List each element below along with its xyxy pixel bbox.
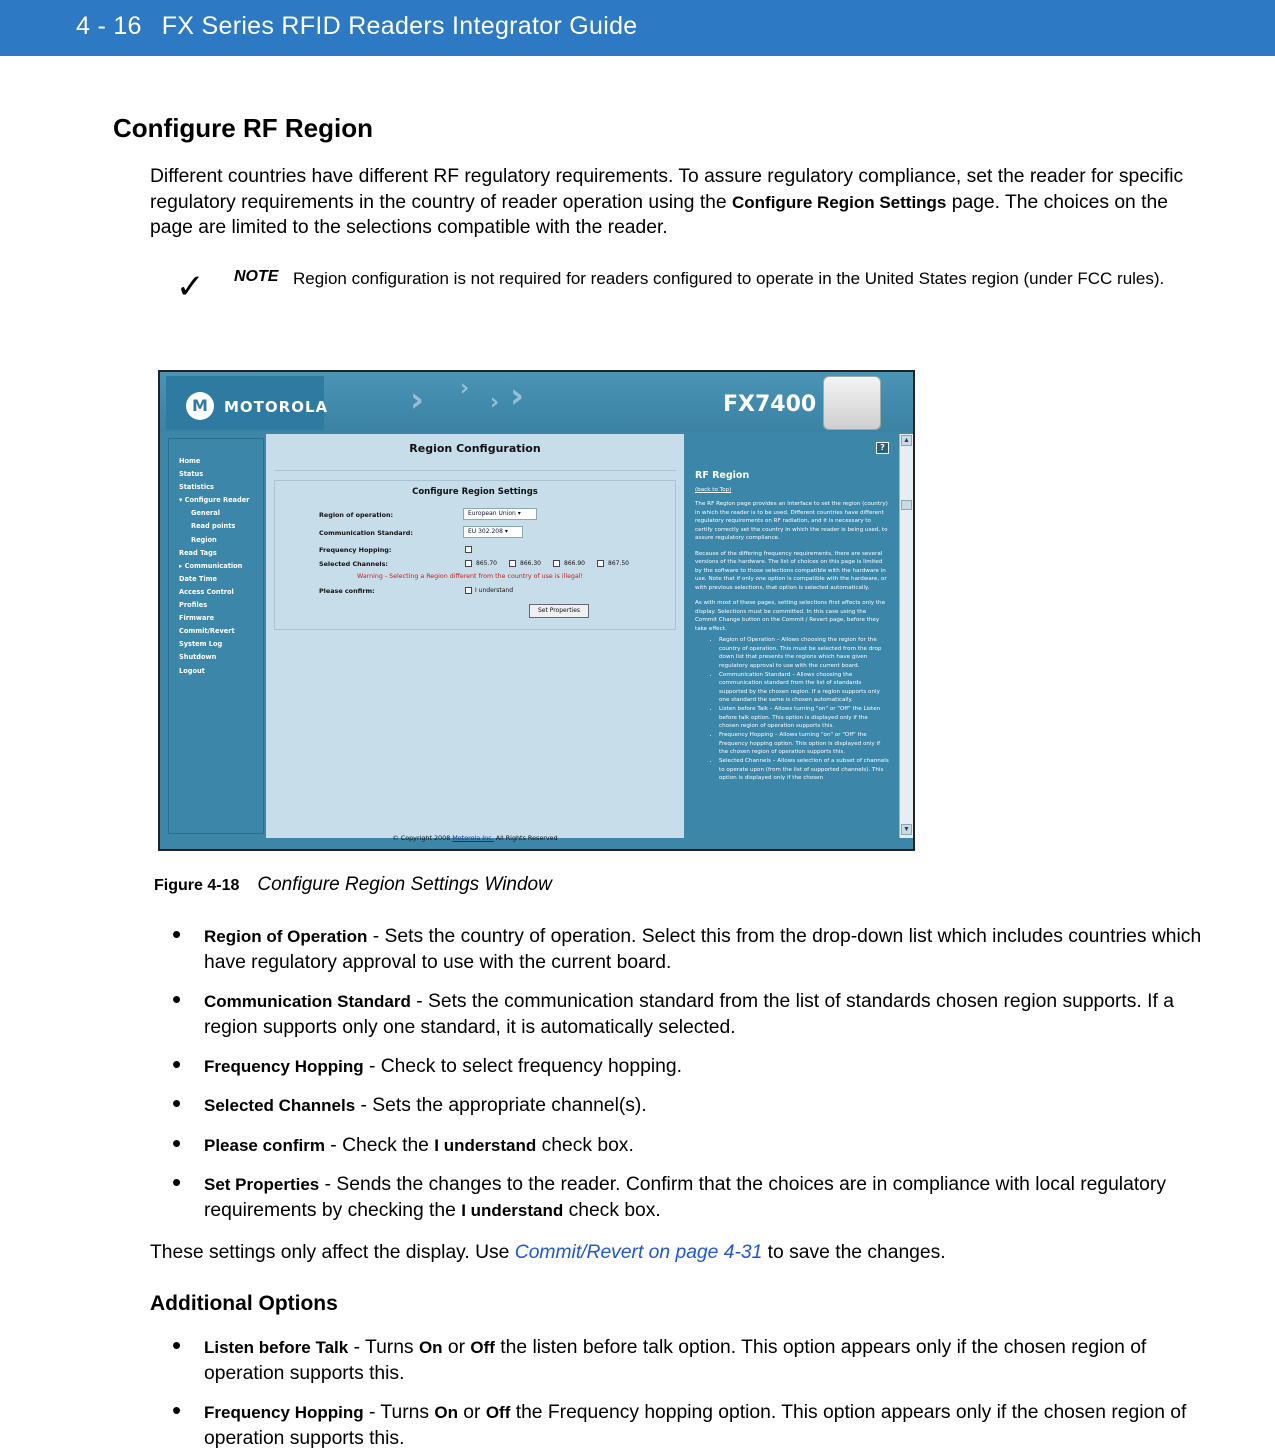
bullet-icon: • [172, 1330, 182, 1360]
help-title: RF Region [695, 470, 750, 481]
copyright-footer: © Copyright 2008 Motorola Inc. All Rights Reserved [392, 834, 558, 842]
channel-label: 866.90 [564, 560, 585, 567]
page-number: 4 - 16 [76, 12, 142, 40]
nav-item[interactable]: General [191, 509, 221, 518]
help-list [695, 636, 889, 783]
region-label: Region of operation: [319, 511, 394, 519]
screenshot-banner [160, 372, 913, 432]
bullet-icon: • [172, 1167, 182, 1197]
set-properties-button[interactable]: Set Properties [529, 604, 589, 618]
screenshot-nav-menu [168, 438, 264, 834]
nav-item[interactable]: Date Time [179, 574, 217, 583]
nav-item[interactable]: Home [179, 457, 201, 465]
bullet-icon: • [172, 1128, 182, 1158]
understand-label: I understand [475, 587, 514, 594]
help-list-item: • Listen before Talk – Allows turning "on" or "Off" the Listen before talk option. This option is displayed only if the chosen region of operation supports this. [719, 705, 889, 731]
help-panel [687, 438, 897, 834]
help-paragraph: Because of the differing frequency requirements, there are several versions of the hardware. The list of choices on this page is limited by the software to those selections compatible with the hardware in use. Note that if only one option is compatible with the hardware, or with previous selections, that option is selected automatically. [695, 550, 887, 591]
nav-item[interactable]: Profiles [179, 601, 208, 610]
bullet-icon: • [172, 1395, 182, 1425]
hopping-checkbox[interactable] [465, 546, 472, 553]
nav-item[interactable]: Read Tags [179, 548, 217, 557]
channel-label: 866.30 [520, 560, 541, 567]
help-list-item: • Region of Operation – Allows choosing the region for the country of operation. This must be selected from the drop down list that presents the regions which have given regulatory approval to use with the current board. [719, 636, 889, 670]
bullet-icon: • [172, 1088, 182, 1118]
back-to-top-link[interactable]: (back to Top) [695, 487, 732, 493]
motorola-batwing-icon: M [186, 392, 214, 420]
brand-name: MOTOROLA [224, 398, 329, 416]
additional-options-title: Additional Options [150, 1292, 338, 1315]
intro-page-name: Configure Region Settings [732, 192, 947, 212]
commit-revert-link[interactable]: Commit/Revert on page 4-31 [514, 1242, 763, 1263]
page-header-bar [0, 0, 1275, 56]
page-header [76, 12, 638, 41]
channel-checkbox[interactable] [597, 560, 604, 567]
nav-item[interactable]: Logout [179, 666, 205, 675]
note-block [176, 266, 1176, 326]
motorola-logo [166, 376, 329, 430]
bullet-icon: • [172, 919, 182, 949]
scroll-up-icon[interactable]: ▲ [901, 435, 912, 446]
note-label: NOTE [234, 268, 279, 285]
nav-item[interactable]: ▾ Configure Reader [179, 496, 250, 505]
channel-checkbox[interactable] [553, 560, 560, 567]
nav-item[interactable]: Firmware [179, 614, 215, 623]
reader-device-image [823, 376, 881, 430]
hopping-label: Frequency Hopping: [319, 546, 392, 554]
nav-item[interactable]: Access Control [179, 587, 234, 596]
channel-label: 867.50 [608, 560, 629, 567]
help-paragraph: As with most of these pages, setting selections first affects only the display. Selections must be committed. In this case using the Commit Change button on the Commit / Revert page, before they take effect. [695, 600, 886, 632]
standard-select[interactable]: EU 302.208 ▾ [463, 526, 523, 538]
channel-label: 865.70 [476, 560, 497, 567]
help-scrollbar[interactable] [899, 434, 913, 838]
confirm-label: Please confirm: [319, 587, 375, 595]
checkmark-icon: ✓ [176, 267, 205, 307]
chevron-decor-icon: › [460, 376, 470, 401]
nav-item[interactable]: System Log [179, 640, 223, 649]
channel-checkbox[interactable] [509, 560, 516, 567]
product-name: FX7400 [723, 392, 817, 417]
settings-note: These settings only affect the display. Use Commit/Revert on page 4-31 to save the changes. [150, 1242, 946, 1263]
nav-item[interactable]: Read points [191, 522, 236, 531]
help-list-item: • Frequency Hopping – Allows turning "on" or "Off" the Frequency hopping option. This option is displayed only if the chosen region of operation supports this. [719, 731, 889, 757]
nav-item[interactable]: Status [179, 470, 204, 479]
nav-item[interactable]: Shutdown [179, 653, 217, 662]
channels-label: Selected Channels: [319, 560, 388, 568]
nav-item[interactable]: ▸ Communication [179, 561, 243, 570]
intro-paragraph: Different countries have different RF regulatory requirements. To assure regulatory compliance, set the reader for specific regulatory requirements in the country of reader operation using the Configure Region Settings page. The choices on the page are limited to the selections compatible with the reader. [150, 166, 1184, 238]
chevron-decor-icon: › [510, 376, 525, 416]
chevron-decor-icon: › [410, 380, 425, 420]
nav-item[interactable]: Statistics [179, 483, 214, 492]
region-config-title: Region Configuration [409, 442, 541, 455]
scroll-down-icon[interactable]: ▼ [901, 824, 912, 835]
bullet-icon: • [172, 984, 182, 1014]
figure-number: Figure 4-18 [154, 877, 240, 894]
book-title: FX Series RFID Readers Integrator Guide [161, 12, 638, 40]
screenshot-main-panel [266, 434, 684, 838]
figure-title: Configure Region Settings Window [257, 874, 552, 895]
scroll-thumb[interactable] [901, 500, 912, 510]
form-title: Configure Region Settings [412, 487, 538, 497]
standard-label: Communication Standard: [319, 529, 413, 537]
region-settings-form [274, 480, 676, 630]
region-warning: Warning - Selecting a Region different from the country of use is illegal! [357, 573, 584, 580]
help-paragraph: The RF Region page provides an interface to set the region (country) in which the reader is to be used. Different countries have different regulatory requirements on RF radiation, and it is necessary to certify correctly set the country in which the reader is being used, to assure regulatory compliance. [695, 501, 888, 541]
bullet-icon: • [172, 1049, 182, 1079]
nav-item[interactable]: Commit/Revert [179, 627, 235, 636]
help-icon[interactable]: ? [876, 442, 889, 454]
help-list-item: • Selected Channels – Allows selection of a subset of channels to operate upon (from the list of supported channels). This option is displayed only if the chosen [719, 757, 889, 783]
region-select[interactable]: European Union ▾ [463, 508, 537, 520]
motorola-link[interactable]: Motorola Inc. [452, 834, 494, 842]
nav-item[interactable]: Region [191, 535, 217, 544]
help-list-item: • Communication Standard – Allows choosing the communication standard from the list of standards supported by the chosen region. If a region supports only one standard the same is chosen automatically. [719, 671, 889, 705]
note-text: Region configuration is not required for readers configured to operate in the United States region (under FCC rules). [293, 269, 1165, 288]
section-title: Configure RF Region [113, 113, 373, 143]
channel-checkbox[interactable] [465, 560, 472, 567]
figure-caption [154, 874, 552, 896]
configure-region-screenshot [158, 370, 915, 851]
divider [274, 470, 676, 471]
understand-checkbox[interactable] [465, 587, 472, 594]
chevron-decor-icon: › [490, 390, 500, 415]
